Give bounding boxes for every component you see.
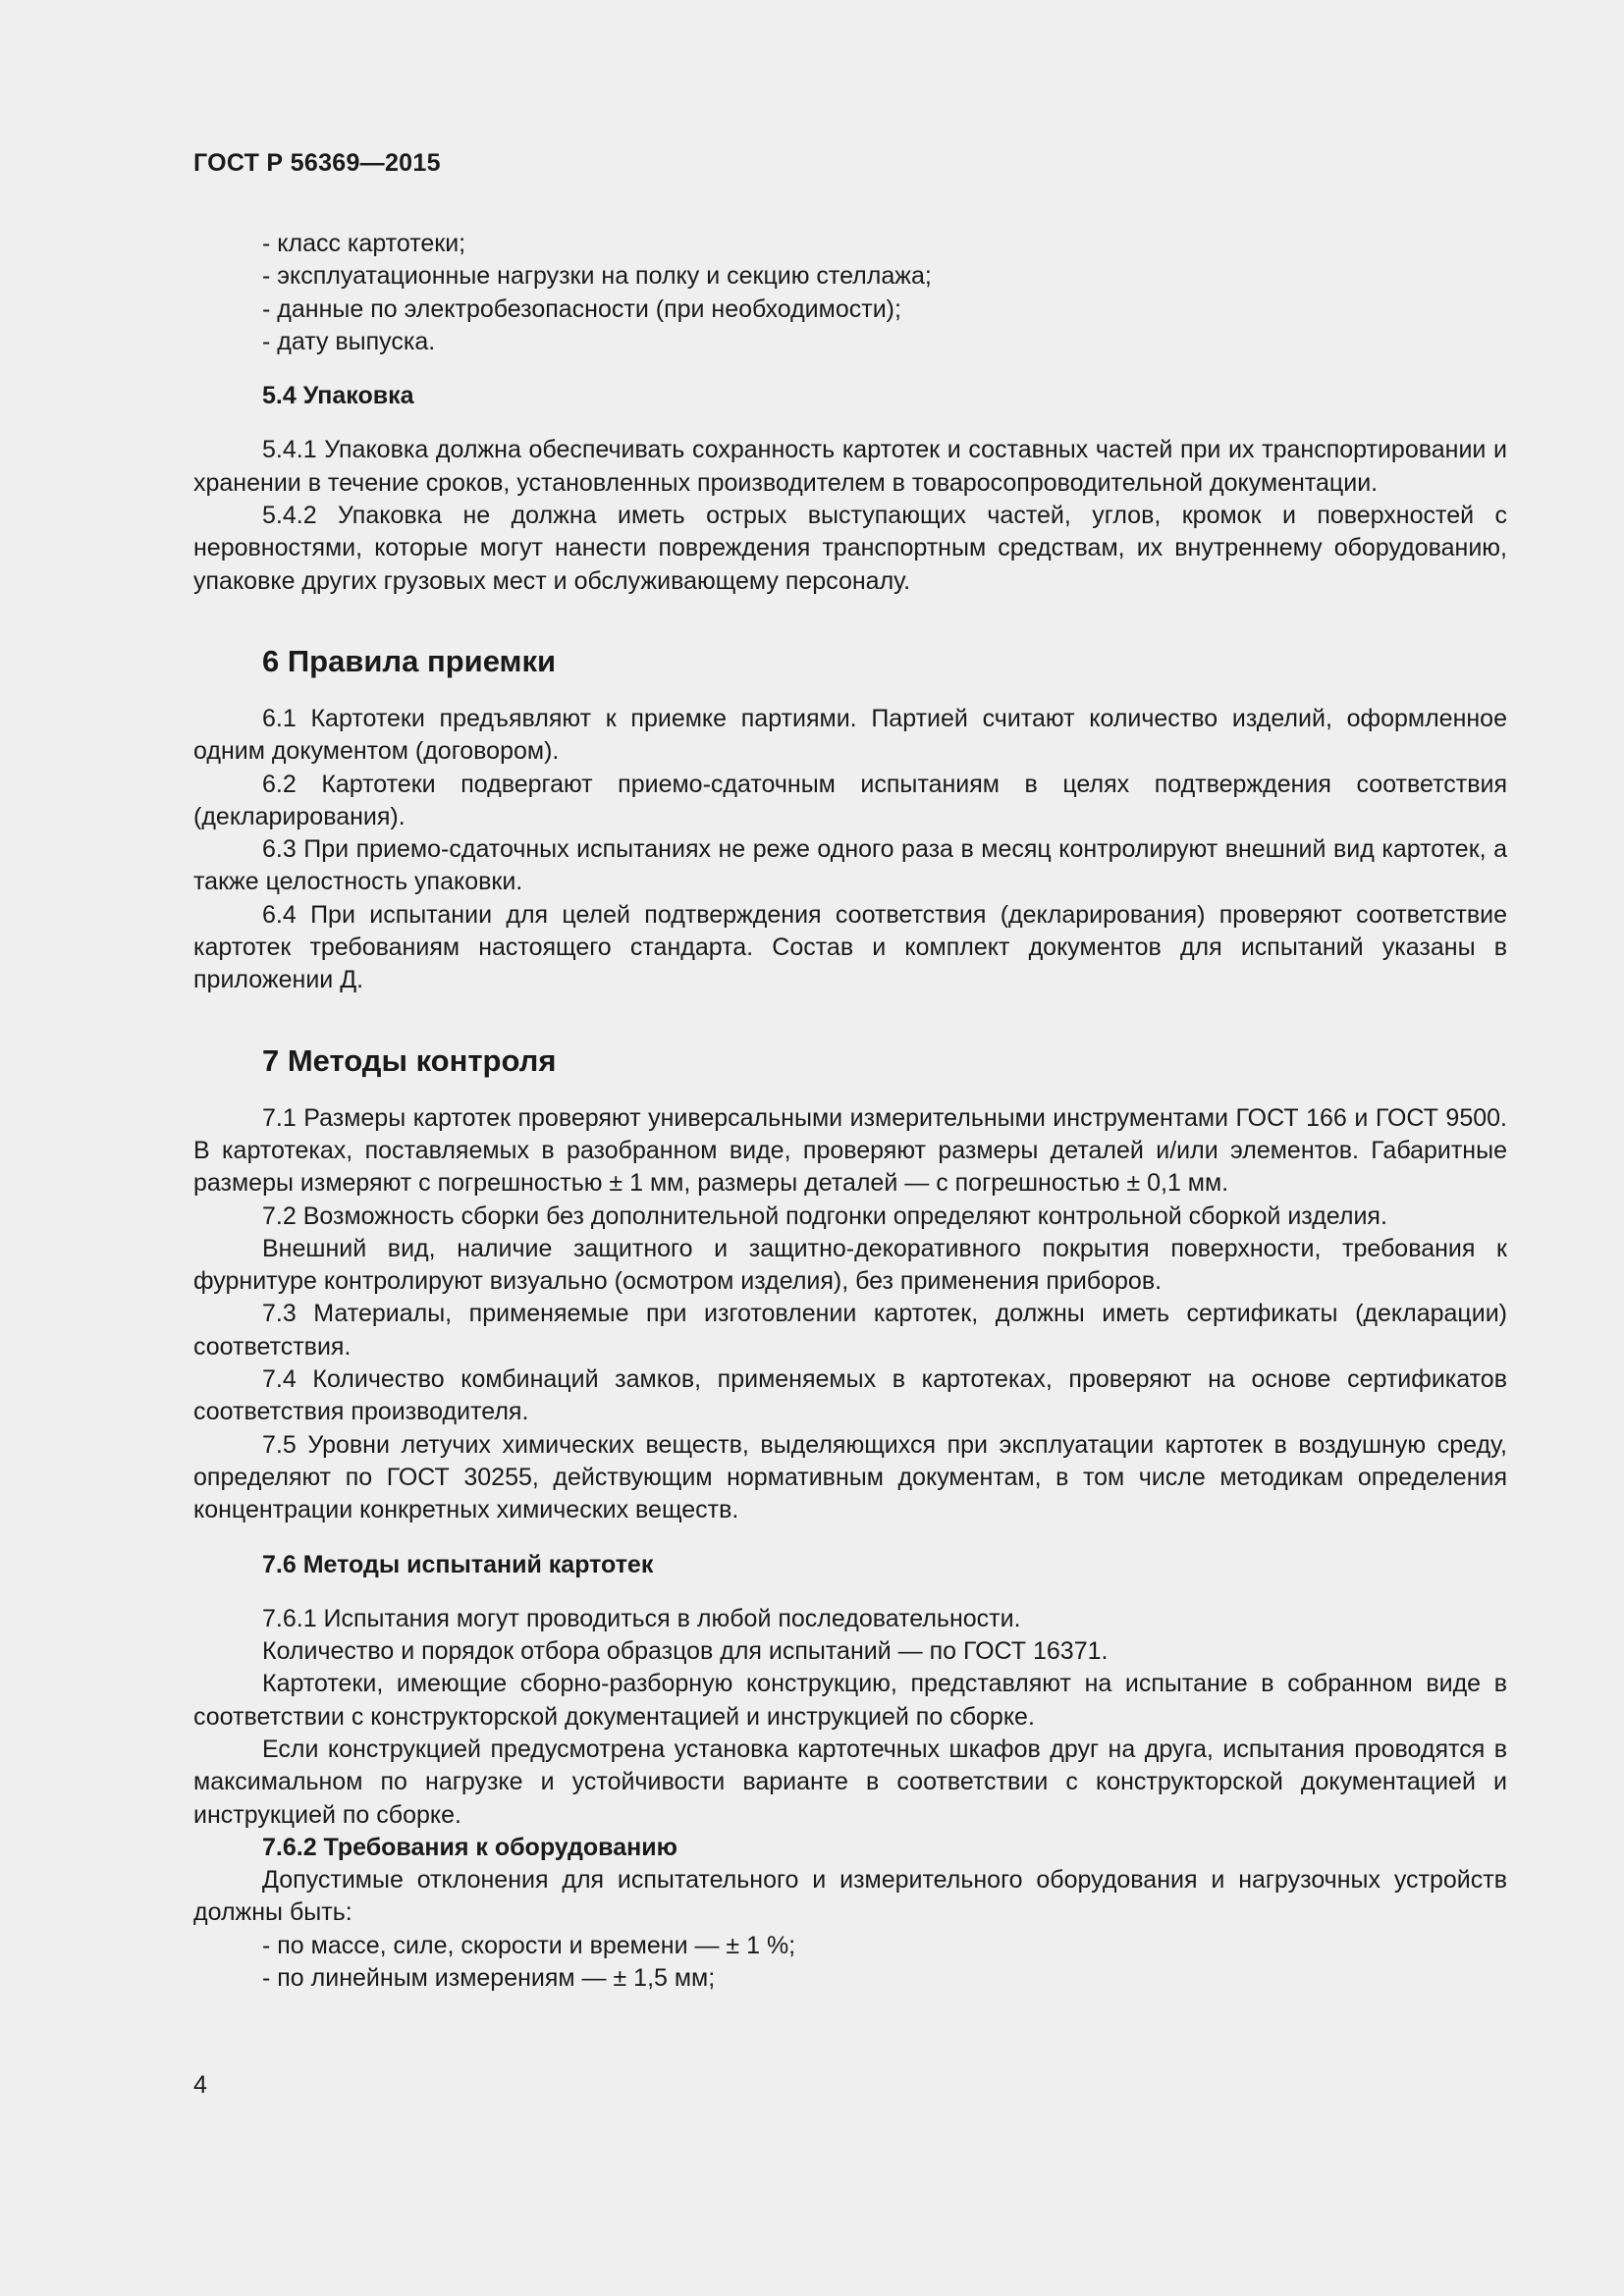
paragraph-7-2: 7.2 Возможность сборки без дополнительной подгонки определяют контрольной сборкой изделия. [262, 1201, 1387, 1230]
subsection-heading-5-4: 5.4 Упаковка [262, 382, 414, 410]
marking-list-item: - данные по электробезопасности (при необходимости); [262, 294, 901, 323]
marking-list-item: - класс картотеки; [262, 230, 466, 257]
page-content [193, 228, 1507, 1995]
subsection-heading-7-6: 7.6 Методы испытаний картотек [262, 1550, 654, 1578]
standard-header: ГОСТ Р 56369—2015 [193, 149, 441, 177]
paragraph-5-4-2: 5.4.2 Упаковка не должна иметь острых выступающих частей, углов, кромок и поверхностей с неровностями, которые могут нанести повреждения транспортным средствам, их внутреннему оборудованию, упаковке других грузовых мест и обслуживающему персоналу. [193, 502, 1507, 595]
paragraph-7-6-1-stacking: Если конструкцией предусмотрена установка картотечных шкафов друг на друга, испытания проводятся в максимальном по нагрузке и устойчивости варианте в соответствии с конструкторской документацией и инструкцией по сборке. [193, 1735, 1507, 1829]
paragraph-7-2-visual: Внешний вид, наличие защитного и защитно-декоративного покрытия поверхности, требования к фурнитуре контролируют визуально (осмотром изделия), без применения приборов. [193, 1234, 1507, 1296]
paragraph-5-4-1: 5.4.1 Упаковка должна обеспечивать сохранность картотек и составных частей при их транспортировании и хранении в течение сроков, установленных производителем в товаросопроводительной документации. [193, 436, 1507, 497]
paragraph-7-6-1-assembly: Картотеки, имеющие сборно-разборную конструкцию, представляют на испытание в собранном виде в соответствии с конструкторской документацией и инструкцией по сборке. [193, 1670, 1507, 1731]
paragraph-7-6-1-sampling: Количество и порядок отбора образцов для испытаний — по ГОСТ 16371. [262, 1637, 1109, 1666]
subsection-heading-7-6-2: 7.6.2 Требования к оборудованию [262, 1833, 677, 1861]
marking-list-item: - эксплуатационные нагрузки на полку и секцию стеллажа; [262, 262, 932, 291]
paragraph-6-2: 6.2 Картотеки подвергают приемо-сдаточным испытаниям в целях подтверждения соответствия (декларирования). [193, 770, 1507, 830]
paragraph-7-5: 7.5 Уровни летучих химических веществ, выделяющихся при эксплуатации картотек в воздушную среду, определяют по ГОСТ 30255, действующим нормативным документам, в том числе методикам определения концентрации конкретных химических веществ. [193, 1430, 1507, 1524]
paragraph-6-1: 6.1 Картотеки предъявляют к приемке партиями. Партией считают количество изделий, оформленное одним документом (договором). [193, 704, 1507, 766]
paragraph-6-3: 6.3 При приемо-сдаточных испытаниях не реже одного раза в месяц контролируют внешний вид картотек, а также целостность упаковки. [193, 835, 1507, 896]
paragraph-7-6-2-intro: Допустимые отклонения для испытательного и измерительного оборудования и нагрузочных устройств должны быть: [193, 1866, 1507, 1927]
paragraph-7-1: 7.1 Размеры картотек проверяют универсальными измерительными инструментами ГОСТ 166 и ГОСТ 9500. В картотеках, поставляемых в разобранном виде, проверяют размеры деталей и/или элементов. Габаритные размеры измеряют с погрешностью ± 1 мм, размеры деталей — с погрешностью ± 0,1 мм. [193, 1103, 1507, 1198]
paragraph-7-3: 7.3 Материалы, применяемые при изготовлении картотек, должны иметь сертификаты (декларации) соответствия. [193, 1300, 1507, 1361]
marking-list-item: - дату выпуска. [262, 327, 436, 355]
paragraph-7-6-1: 7.6.1 Испытания могут проводиться в любой последовательности. [262, 1604, 1021, 1632]
tolerance-list-item: - по массе, силе, скорости и времени — ± 1 %; [262, 1931, 796, 1959]
section-heading-6: 6 Правила приемки [262, 643, 557, 678]
tolerance-list-item: - по линейным измерениям — ± 1,5 мм; [262, 1964, 716, 1993]
page-number: 4 [193, 2071, 207, 2099]
paragraph-7-4: 7.4 Количество комбинаций замков, применяемых в картотеках, проверяют на основе сертификатов соответствия производителя. [193, 1365, 1507, 1426]
section-heading-7: 7 Методы контроля [262, 1042, 557, 1078]
paragraph-6-4: 6.4 При испытании для целей подтверждения соответствия (декларирования) проверяют соответствие картотек требованиям настоящего стандарта. Состав и комплект документов для испытаний указаны в приложении Д. [193, 900, 1507, 994]
